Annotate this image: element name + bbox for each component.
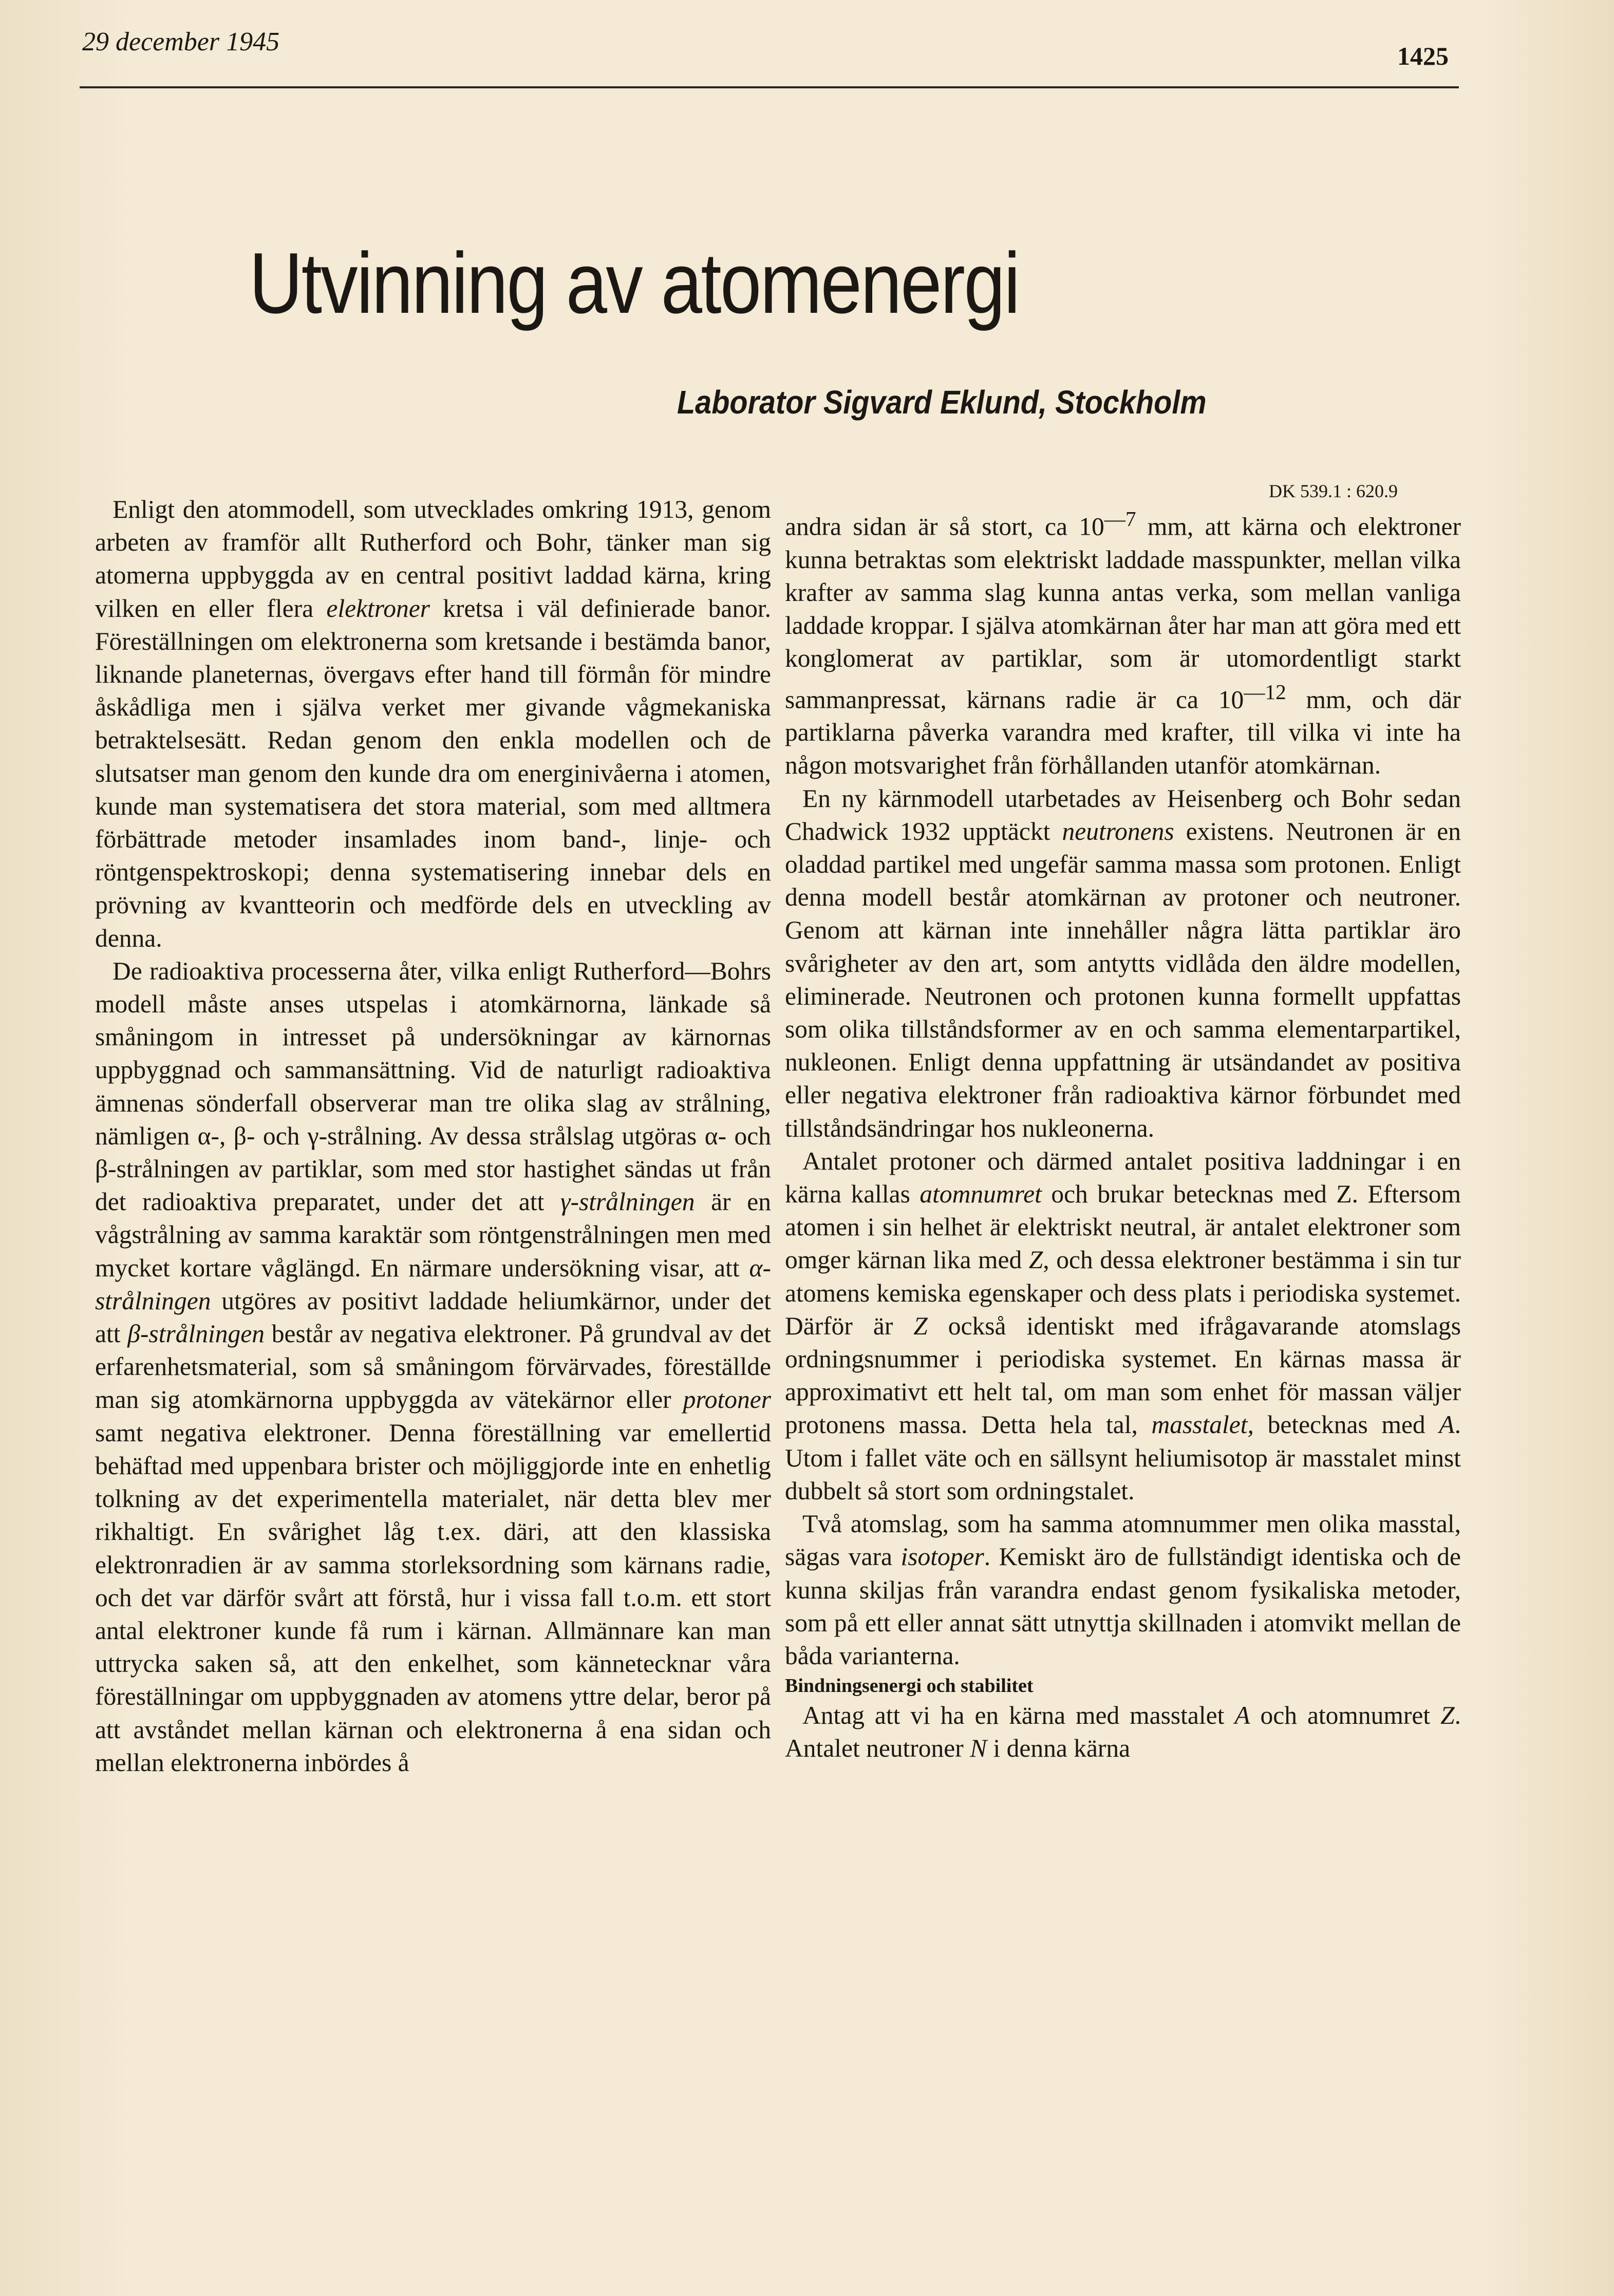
- paragraph: Två atomslag, som ha samma atomnummer men olika masstal, sägas vara isotoper. Kemiskt äro de fullständigt identiska och de kunna skiljas från varandra endast genom fysikaliska metoder, som på ett eller annat sätt utnyttja skillnaden i atomvikt mellan de båda varianterna.: [785, 1510, 1461, 1670]
- paragraph: Enligt den atommodell, som utvecklades omkring 1913, genom arbeten av framför allt Rutherford och Bohr, tänker man sig atomerna uppbyggda av en central positivt laddad kärna, kring vilken en eller flera elektroner kretsa i väl definierade banor. Föreställningen om elektronerna som kretsande i bestämda banor, liknande planeternas, övergavs efter hand till förmån för mindre åskådliga men i själva verket mer givande vågmekaniska betraktelsesätt. Redan genom den enkla modellen och de slutsatser man genom den kunde dra om energinivåerna i atomen, kunde man systematisera det stora material, som med alltmera förbättrade metoder insamlades inom band-, linje- och röntgenspektroskopi; denna systematisering innebar dels en prövning av kvantteorin och medförde dels en utveckling av denna.: [95, 495, 771, 952]
- paragraph: andra sidan är så stort, ca $10^{—7}$ mm, att kärna och elektroner kunna betraktas som elektriskt laddade masspunkter, mellan vilka krafter av samma slag kunna antas verka, som mellan vanliga laddade kroppar. I själva atomkärnan åter har man att göra med ett konglomerat av partiklar, som är utomordentligt starkt sammanpressat, kärnans radie är ca $10^{—12}$ mm, och där partiklarna påverka varandra med krafter, till vilka vi inte ha någon motsvarighet från förhållanden utanför atomkärnan.: [785, 507, 1461, 780]
- section-heading: Bindningsenergi och stabilitet: [785, 1675, 1034, 1697]
- left-column: [95, 493, 771, 1779]
- classification-code: DK 539.1 : 620.9: [1269, 481, 1398, 501]
- paragraph: Antag att vi ha en kärna med masstalet A och atomnumret Z. Antalet neutroner N i denna kärna: [785, 1701, 1461, 1763]
- paragraph: De radioaktiva processerna åter, vilka enligt Rutherford—Bohrs modell måste anses utspelas i atomkärnorna, länkade så småningom in intresset på undersökningar av kärnornas uppbyggnad och sammansättning. Vid de naturligt radioaktiva ämnenas sönderfall observerar man tre olika slag av strålning, nämligen α-, β- och γ-strålning. Av dessa strålslag utgöras α- och β-strålningen av partiklar, som med stor hastighet sändas ut från det radioaktiva preparatet, under det att γ-strålningen är en vågstrålning av samma karaktär som röntgenstrålningen men med mycket kortare våglängd. En närmare undersökning visar, att α-strålningen utgöres av positivt laddade heliumkärnor, under det att β-strålningen består av negativa elektroner. På grundval av det erfarenhetsmaterial, som så småningom förvärvades, föreställde man sig atomkärnorna uppbyggda av vätekärnor eller protoner samt negativa elektroner. Denna föreställning var emellertid behäftad med uppenbara brister och möjliggjorde inte en enhetlig tolkning av det experimentella materialet, när detta blev mer rikhaltigt. En svårighet låg t.ex. däri, att den klassiska elektronradien är av samma storleksordning som kärnans radie, och det var därför svårt att förstå, hur i vissa fall t.o.m. ett stort antal elektroner kunde få rum i kärnan. Allmännare kan man uttrycka saken så, att den enkelhet, som kännetecknar våra föreställningar om uppbyggnaden av atomens yttre delar, beror på att avståndet mellan kärnan och elektronerna å ena sidan och mellan elektronerna inbördes å: [95, 956, 771, 1777]
- paragraph: Antalet protoner och därmed antalet positiva laddningar i en kärna kallas atomnumret och brukar betecknas med Z. Eftersom atomen i sin helhet är elektriskt neutral, är antalet elektroner som omger kärnan lika med Z, och dessa elektroner bestämma i sin tur atomens kemiska egenskaper och dess plats i periodiska systemet. Därför är Z också identiskt med ifrågavarande atomslags ordningsnummer i periodiska systemet. En kärnas massa är approximativt ett helt tal, om man som enhet för massan väljer protonens massa. Detta hela tal, masstalet, betecknas med A. Utom i fallet väte och en sällsynt heliumisotop är masstalet minst dubbelt så stort som ordningstalet.: [785, 1146, 1461, 1505]
- article-title: Utvinning av atomenergi: [249, 235, 1019, 331]
- issue-date: 29 december 1945: [82, 27, 280, 57]
- article-byline: Laborator Sigvard Eklund, Stockholm: [677, 384, 1207, 421]
- page-number: 1425: [1397, 42, 1449, 70]
- paragraph: En ny kärnmodell utarbetades av Heisenberg och Bohr sedan Chadwick 1932 upptäckt neutronens existens. Neutronen är en oladdad partikel med ungefär samma massa som protonen. Enligt denna modell består atomkärnan av protoner och neutroner. Genom att kärnan inte innehåller några lätta partiklar äro svårigheter av den art, som antytts vidlåda den äldre modellen, eliminerade. Neutronen och protonen kunna formellt uppfattas som olika tillståndsformer av en och samma elementarpartikel, nukleonen. Enligt denna uppfattning är utsändandet av positiva eller negativa elektroner från radioaktiva kärnor förbundet med tillståndsändringar hos nukleonerna.: [785, 784, 1461, 1142]
- right-column: [785, 502, 1461, 1765]
- header-rule: [80, 86, 1459, 88]
